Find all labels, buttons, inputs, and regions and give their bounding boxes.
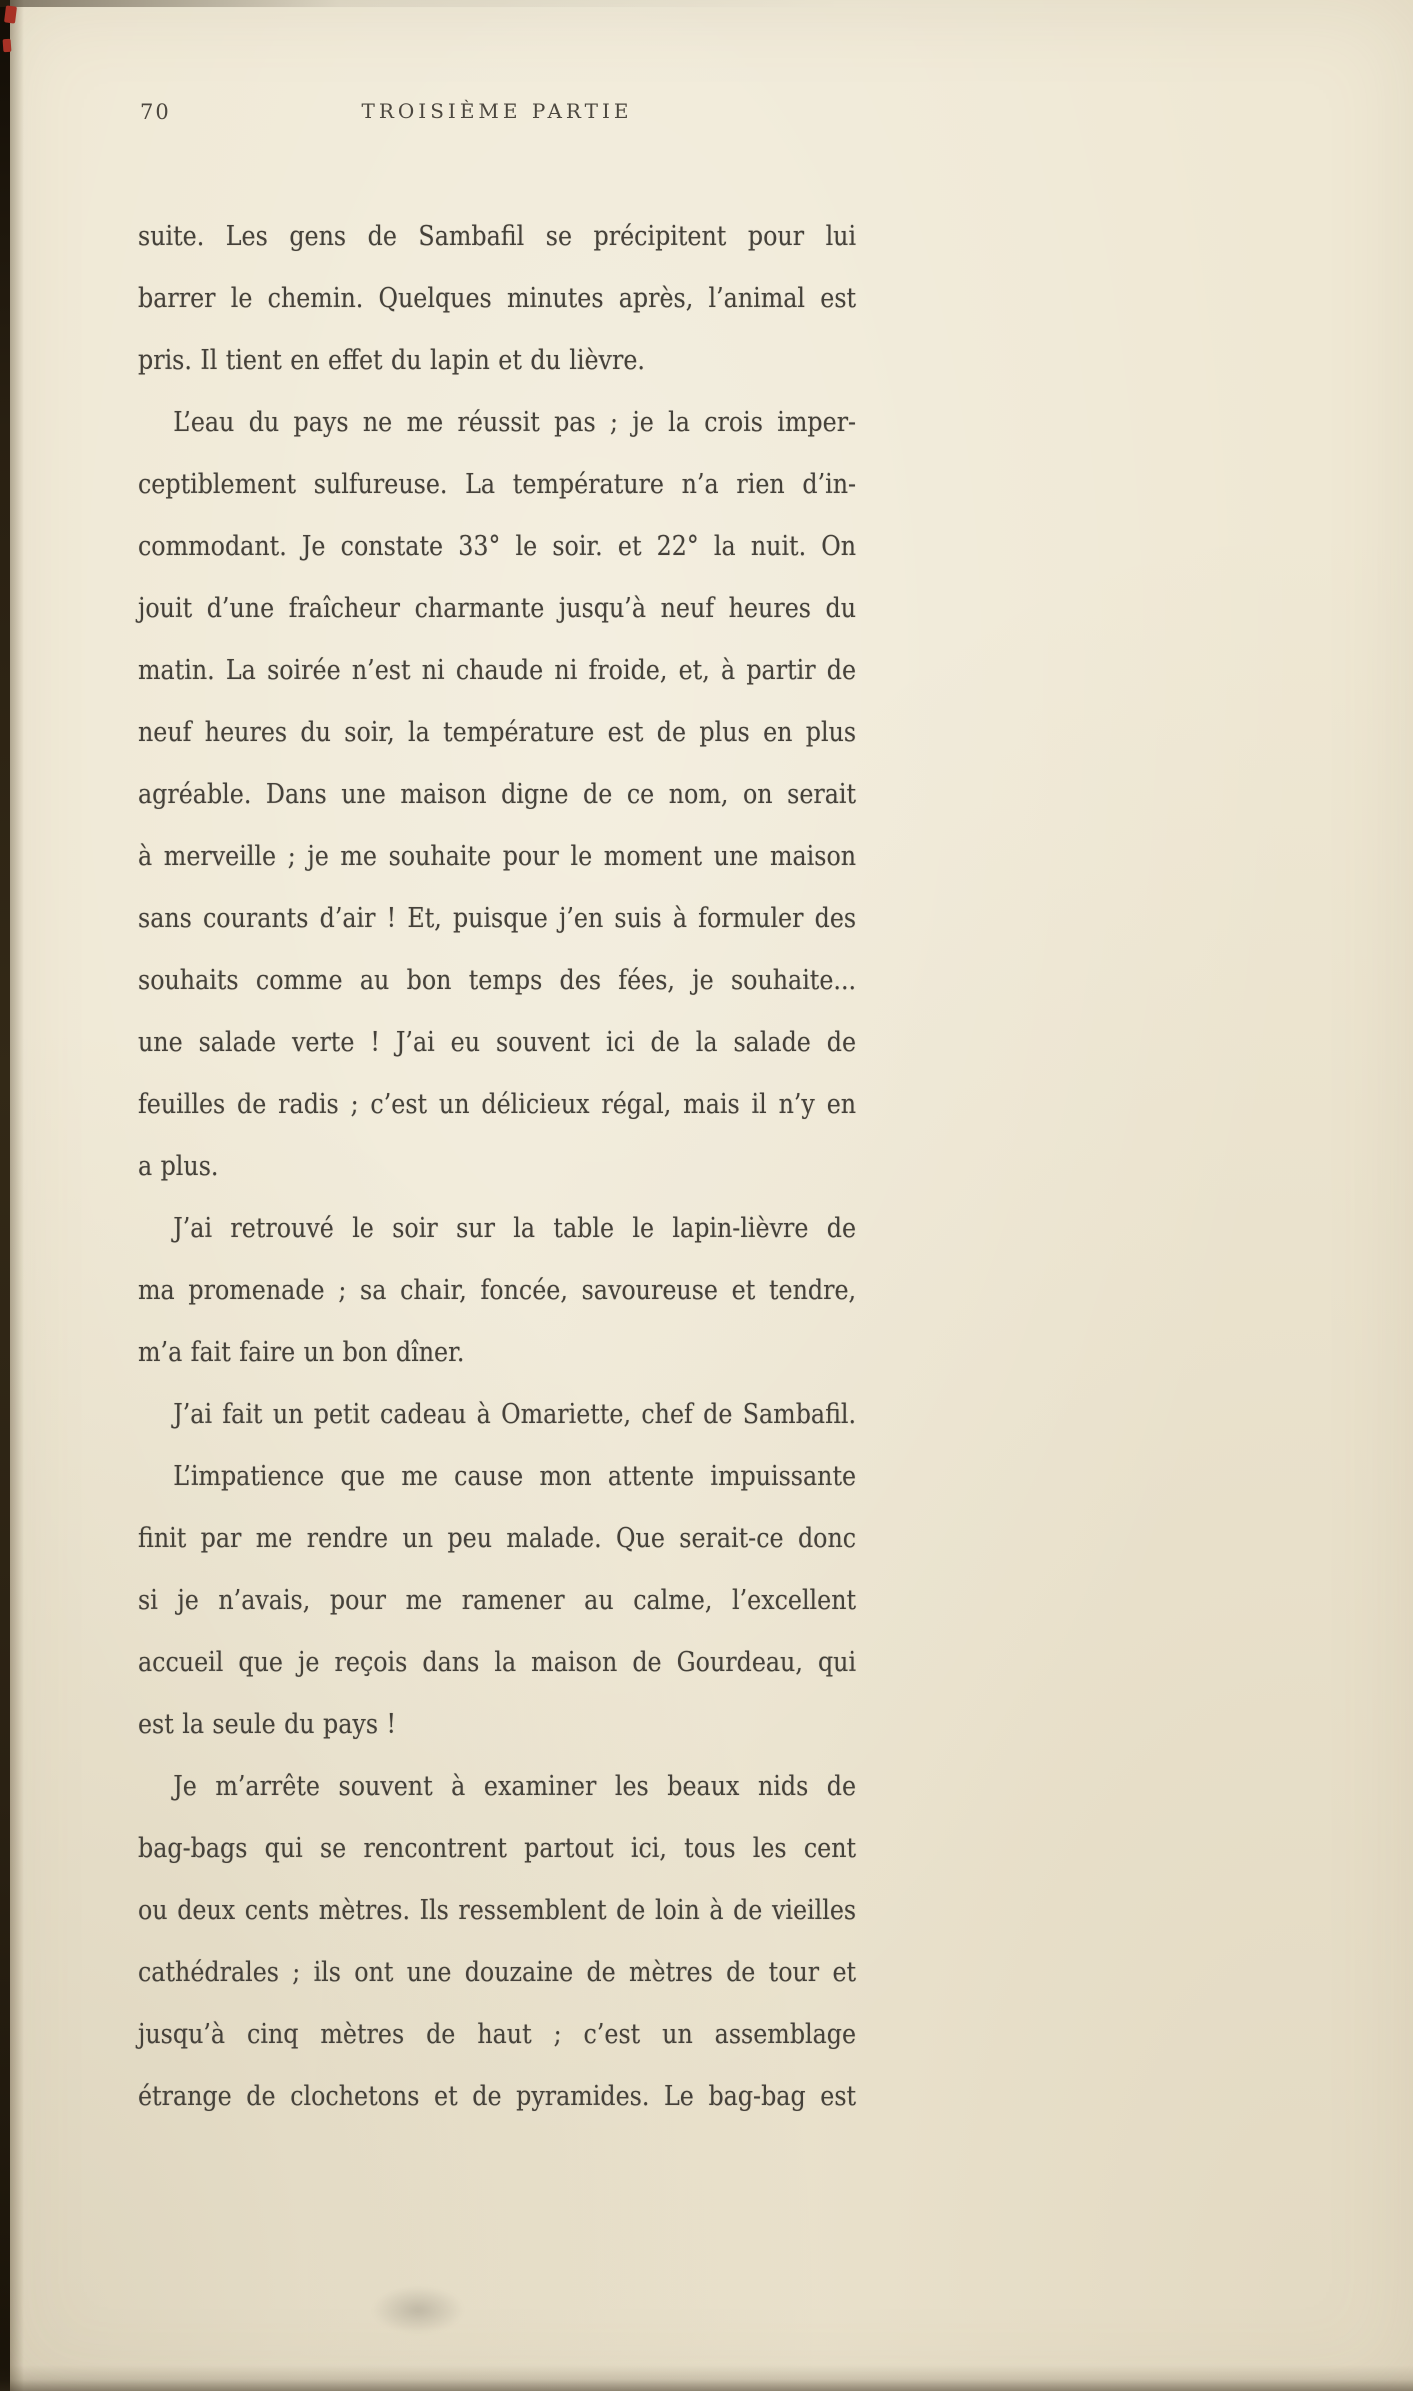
- text-line: commodant. Je constate 33° le soir. et 22° la nuit. On: [138, 531, 857, 562]
- scan-top-edge: [0, 0, 848, 7]
- paragraph: [138, 1384, 856, 1446]
- text-line: matin. La soirée n’est ni chaude ni froide, et, à partir de: [138, 655, 857, 686]
- paragraph: [138, 1198, 856, 1384]
- paragraph: [138, 1446, 856, 1756]
- page-text: [138, 206, 856, 2128]
- text-line: bag-bags qui se rencontrent partout ici, tous les cent: [138, 1833, 857, 1864]
- red-ink-mark: [3, 39, 12, 53]
- text-line: J’ai retrouvé le soir sur la table le lapin-lièvre de: [173, 1213, 857, 1244]
- page-number: 70: [140, 100, 171, 124]
- text-line: étrange de clochetons et de pyramides. Le bag-bag est: [138, 2081, 857, 2112]
- text-line: ma promenade ; sa chair, foncée, savoureuse et tendre,: [138, 1275, 857, 1306]
- text-line: feuilles de radis ; c’est un délicieux régal, mais il n’y en: [138, 1089, 857, 1120]
- text-line: neuf heures du soir, la température est de plus en plus: [138, 717, 857, 748]
- text-line: accueil que je reçois dans la maison de Gourdeau, qui: [138, 1647, 857, 1678]
- text-line: jusqu’à cinq mètres de haut ; c’est un assemblage: [138, 2019, 857, 2050]
- scan-left-edge-shadow: [10, 0, 24, 2391]
- text-line: ou deux cents mètres. Ils ressemblent de loin à de vieilles: [138, 1895, 857, 1926]
- text-line: jouit d’une fraîcheur charmante jusqu’à neuf heures du: [138, 593, 857, 624]
- text-line: pris. Il tient en effet du lapin et du lièvre.: [138, 345, 645, 376]
- paragraph: [138, 1756, 856, 2128]
- text-line: J’ai fait un petit cadeau à Omariette, chef de Sambafil.: [173, 1399, 857, 1430]
- text-line: finit par me rendre un peu malade. Que serait-ce donc: [138, 1523, 857, 1554]
- text-line: a plus.: [138, 1151, 219, 1182]
- text-line: cathédrales ; ils ont une douzaine de mètres de tour et: [138, 1957, 857, 1988]
- text-line: m’a fait faire un bon dîner.: [138, 1337, 465, 1368]
- paragraph: [138, 206, 856, 392]
- text-line: agréable. Dans une maison digne de ce nom, on serait: [138, 779, 857, 810]
- running-title: TROISIÈME PARTIE: [361, 99, 633, 123]
- text-line: est la seule du pays !: [138, 1709, 397, 1740]
- text-line: une salade verte ! J’ai eu souvent ici de la salade de: [138, 1027, 857, 1058]
- text-line: à merveille ; je me souhaite pour le moment une maison: [138, 841, 857, 872]
- scan-left-edge: [0, 0, 10, 2391]
- text-line: ceptiblement sulfureuse. La température n’a rien d’in-: [138, 469, 857, 500]
- text-line: L’eau du pays ne me réussit pas ; je la crois imper-: [173, 407, 857, 438]
- page-header: [138, 97, 856, 127]
- text-line: sans courants d’air ! Et, puisque j’en suis à formuler des: [138, 903, 857, 934]
- text-line: barrer le chemin. Quelques minutes après, l’animal est: [138, 283, 857, 314]
- paragraph: [138, 392, 856, 1198]
- paper-smudge: [372, 2286, 464, 2334]
- red-ink-mark: [4, 5, 17, 23]
- text-line: Je m’arrête souvent à examiner les beaux nids de: [173, 1771, 857, 1802]
- text-line: souhaits comme au bon temps des fées, je souhaite...: [138, 965, 857, 996]
- text-line: L’impatience que me cause mon attente impuissante: [173, 1461, 857, 1492]
- text-line: suite. Les gens de Sambafil se précipitent pour lui: [138, 221, 857, 252]
- scan-bottom-shadow: [0, 2365, 1413, 2391]
- text-line: si je n’avais, pour me ramener au calme, l’excellent: [138, 1585, 857, 1616]
